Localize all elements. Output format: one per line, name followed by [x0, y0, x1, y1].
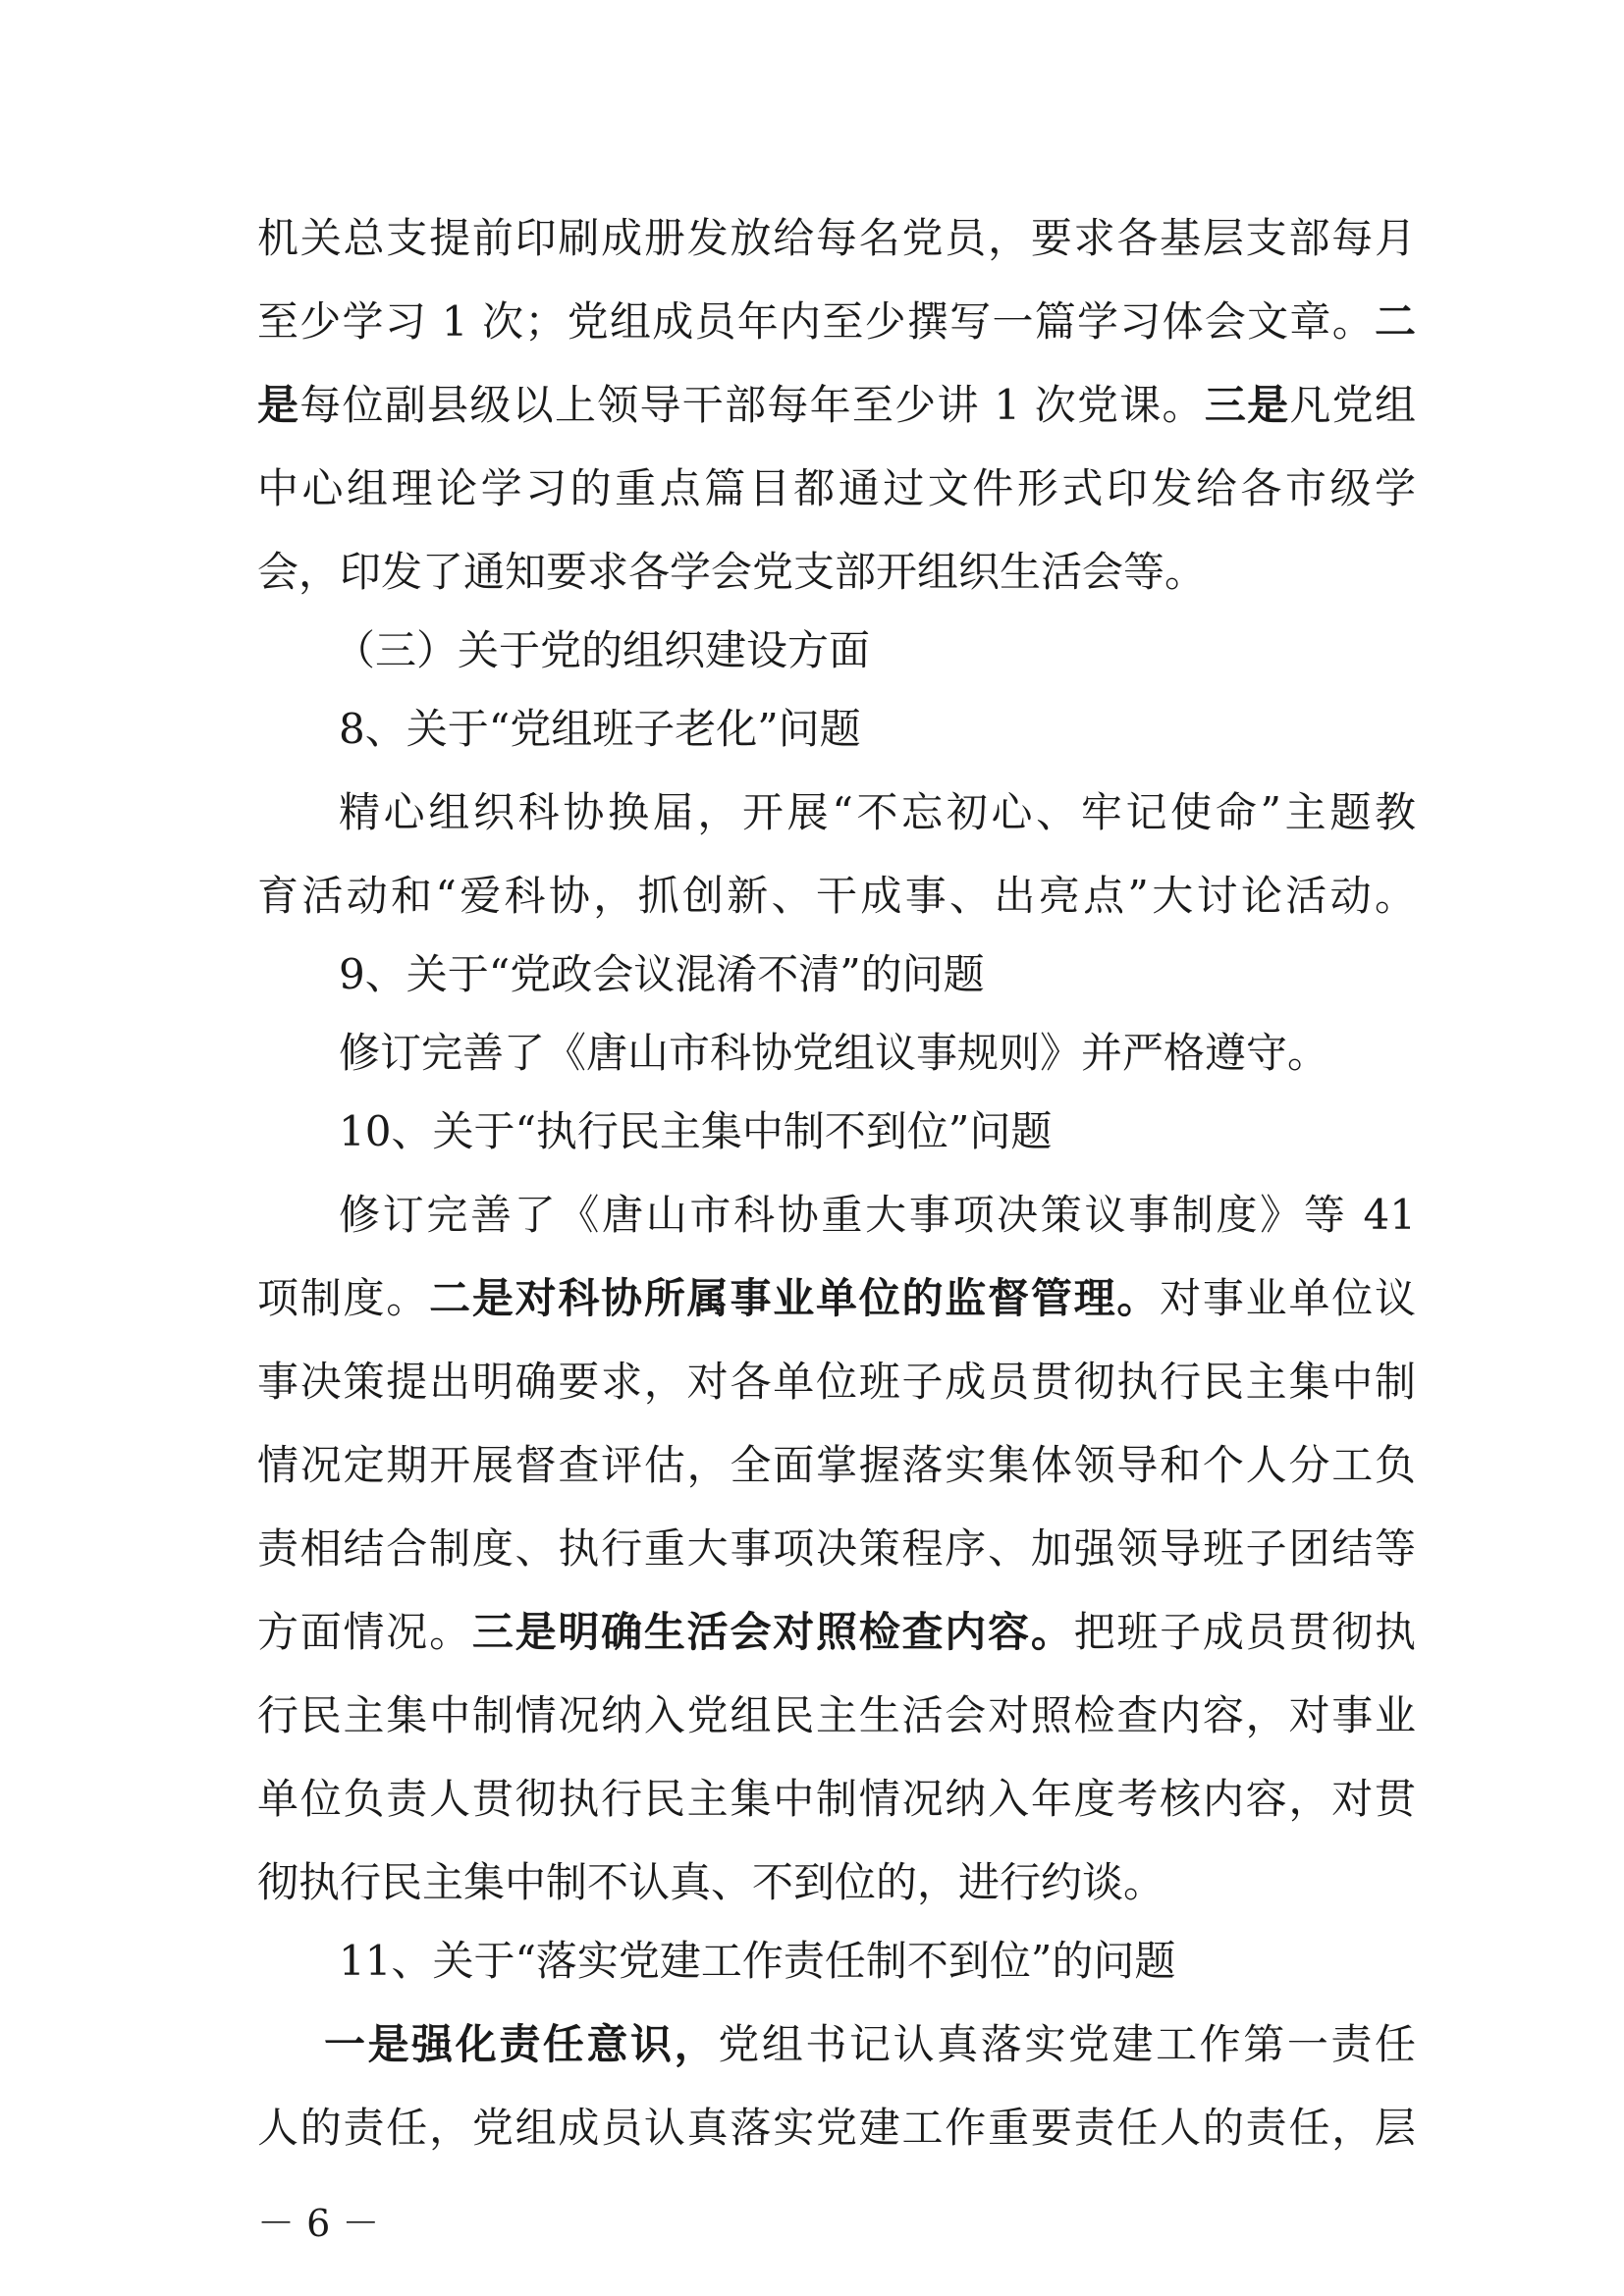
text-segment: 党组书记认真落实党建工作第一责任	[718, 2020, 1416, 2068]
text-segment: 育活动和“爱科协，抓创新、干成事、出亮点”大讨论活动。	[257, 872, 1416, 920]
body-line-1	[257, 206, 1416, 271]
page-number: － 6 －	[257, 2202, 380, 2245]
heading-text: 10、关于“执行民主集中制不到位”问题	[339, 1107, 1053, 1155]
text-segment: 行民主集中制情况纳入党组民主生活会对照检查内容，对事业	[257, 1691, 1416, 1739]
body-line-23	[324, 2012, 1416, 2077]
body-line-16	[257, 1433, 1416, 1498]
text-segment: 中心组理论学习的重点篇目都通过文件形式印发给各市级学	[257, 464, 1416, 512]
body-line-19	[257, 1683, 1416, 1748]
body-line-11	[339, 1021, 1416, 1086]
text-segment: 责相结合制度、执行重大事项决策程序、加强领导班子团结等	[257, 1524, 1416, 1573]
text-segment: 方面情况。	[257, 1608, 472, 1656]
text-segment: 对事业单位议	[1160, 1274, 1416, 1322]
text-segment: 人的责任，党组成员认真落实党建工作重要责任人的责任，层	[257, 2104, 1416, 2152]
item-heading-11	[339, 1929, 1416, 1994]
text-segment: 至少学习 1 次；党组成员年内至少撰写一篇学习体会文章。	[257, 297, 1375, 346]
section-heading	[334, 618, 1411, 683]
text-segment: 修订完善了《唐山市科协党组议事规则》并严格遵守。	[339, 1029, 1329, 1077]
text-segment: 事决策提出明确要求，对各单位班子成员贯彻执行民主集中制	[257, 1358, 1416, 1406]
body-line-5	[257, 540, 1416, 605]
bold-text-segment: 三是明确生活会对照检查内容。	[471, 1608, 1074, 1656]
body-line-15	[257, 1350, 1416, 1415]
body-line-2	[257, 290, 1416, 354]
body-line-14	[257, 1266, 1416, 1331]
heading-text: 9、关于“党政会议混淆不清”的问题	[339, 950, 985, 998]
heading-text: 11、关于“落实党建工作责任制不到位”的问题	[339, 1937, 1176, 1985]
text-segment: 精心组织科协换届，开展“不忘初心、牢记使命”主题教	[339, 788, 1416, 836]
body-line-18	[257, 1600, 1416, 1665]
body-line-24	[257, 2096, 1416, 2161]
item-heading-9	[339, 942, 1416, 1007]
item-heading-10	[339, 1099, 1416, 1164]
body-line-17	[257, 1517, 1416, 1581]
bold-text-segment: 二是对科协所属事业单位的监督管理。	[429, 1274, 1161, 1322]
body-line-3	[257, 373, 1416, 438]
text-segment: 机关总支提前印刷成册发放给每名党员，要求各基层支部每月	[257, 214, 1416, 262]
text-segment: 凡党组	[1289, 381, 1416, 429]
bold-text-segment: 是	[257, 381, 300, 429]
heading-text: 8、关于“党组班子老化”问题	[339, 705, 861, 753]
body-line-9	[257, 864, 1416, 929]
text-segment: 彻执行民主集中制不认真、不到位的，进行约谈。	[257, 1858, 1165, 1906]
text-segment: 项制度。	[257, 1274, 430, 1322]
item-heading-8	[339, 697, 1416, 762]
text-segment: 修订完善了《唐山市科协重大事项决策议事制度》等 41	[339, 1191, 1416, 1239]
body-line-20	[257, 1767, 1416, 1832]
body-line-8	[339, 780, 1416, 845]
bold-text-segment: 二	[1374, 297, 1416, 346]
bold-text-segment: 三是	[1204, 381, 1290, 429]
text-segment: 单位负责人贯彻执行民主集中制情况纳入年度考核内容，对贯	[257, 1775, 1416, 1823]
text-segment: 把班子成员贯彻执	[1073, 1608, 1416, 1656]
text-segment: 每位副县级以上领导干部每年至少讲 1 次党课。	[299, 381, 1205, 429]
bold-text-segment: 一是强化责任意识，	[324, 2020, 719, 2068]
body-line-4	[257, 456, 1416, 521]
text-segment: 会，印发了通知要求各学会党支部开组织生活会等。	[257, 548, 1207, 596]
text-segment: 情况定期开展督查评估，全面掌握落实集体领导和个人分工负	[257, 1441, 1416, 1489]
body-line-21	[257, 1850, 1416, 1915]
body-line-13	[339, 1183, 1416, 1248]
heading-text: （三）关于党的组织建设方面	[334, 626, 871, 674]
